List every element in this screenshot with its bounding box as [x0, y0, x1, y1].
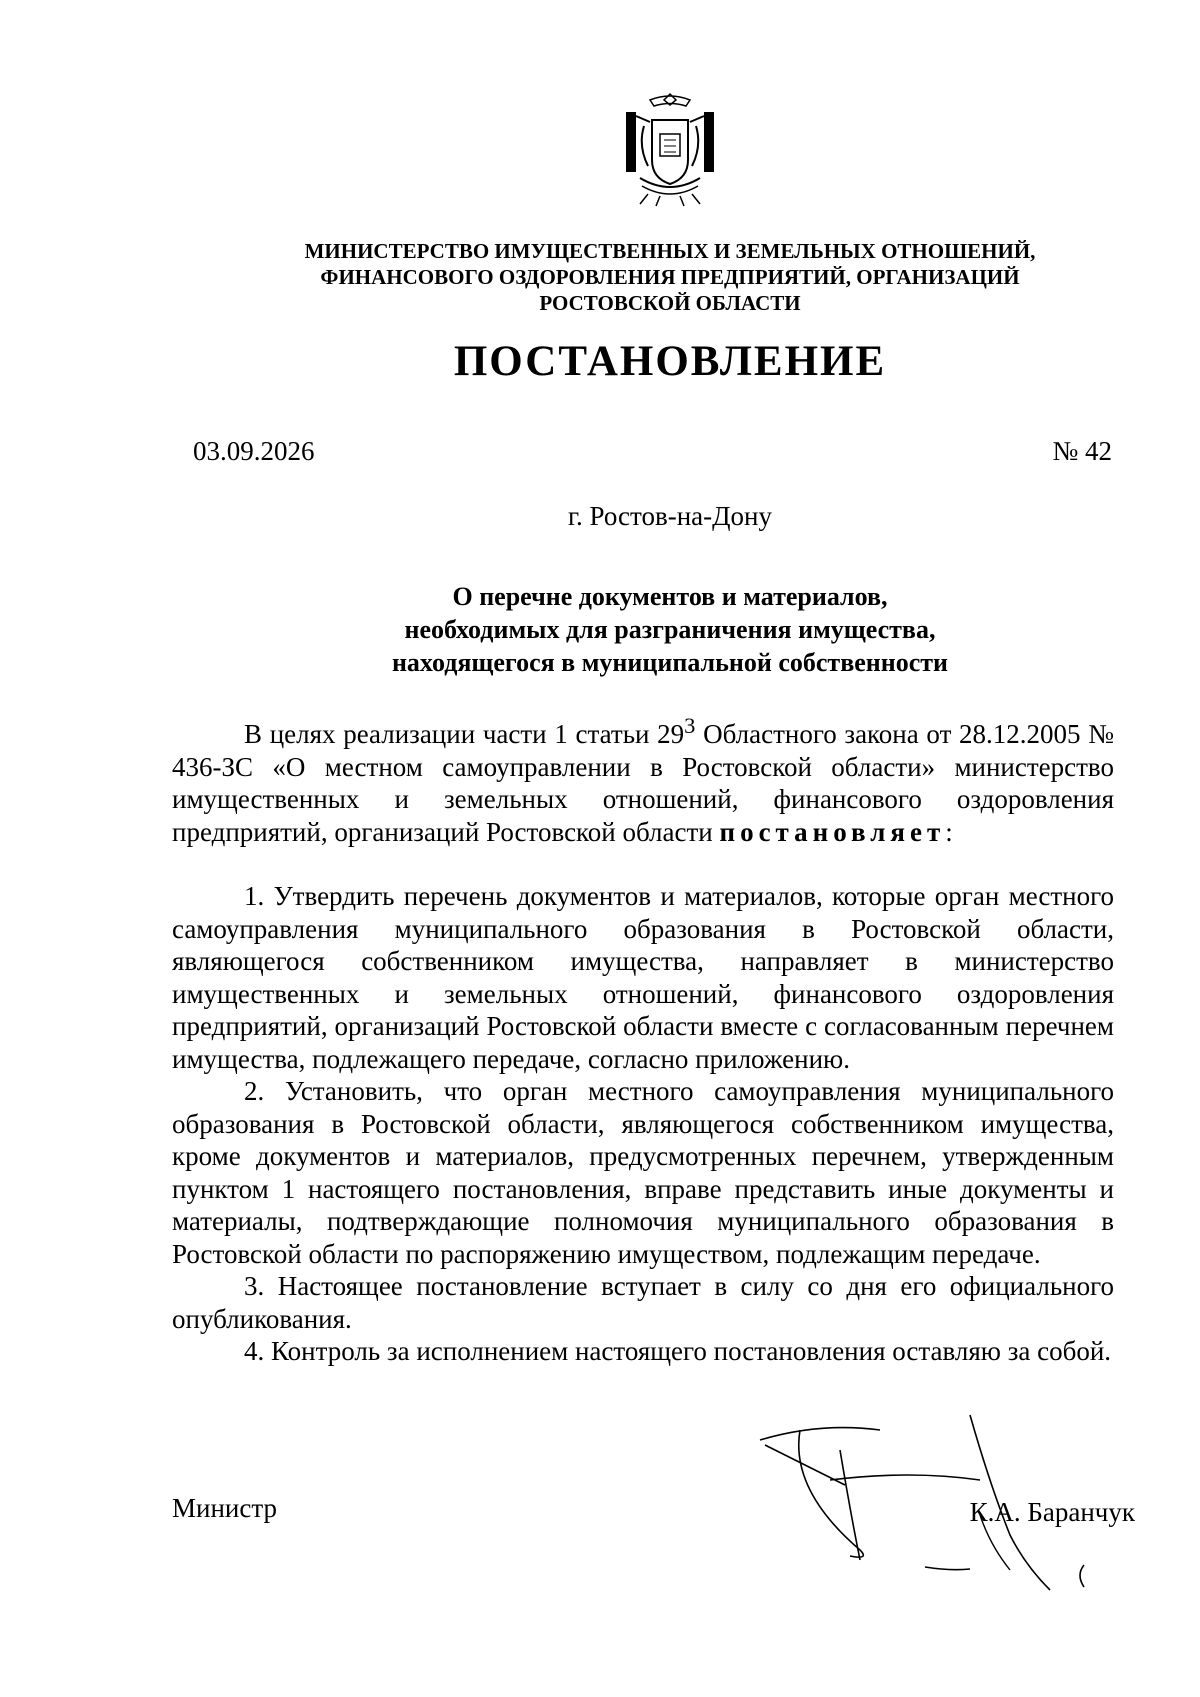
document-city: г. Ростов-на-Дону: [567, 501, 772, 531]
document-body: [172, 710, 1114, 1368]
clause-4: 4. Контроль за исполнением настоящего постановления оставляю за собой.: [244, 1336, 1112, 1366]
signatory-name: К.А. Баранчук: [969, 1497, 1135, 1527]
clause-3: 3. Настоящее постановление вступает в силу со дня его официального опубликования.: [172, 1271, 1114, 1334]
subject-line: О перечне документов и материалов,: [452, 582, 888, 611]
ministry-name: [240, 238, 1100, 316]
resolves-word: постановляет: [719, 816, 946, 847]
document-number: № 42: [1052, 436, 1112, 466]
signatory-position: Министр: [172, 1493, 277, 1523]
preamble-paragraph: [172, 710, 1114, 848]
document-type: ПОСТАНОВЛЕНИЕ: [453, 338, 887, 385]
document-date: 03.09.2026: [193, 436, 315, 466]
coat-of-arms-icon: [620, 90, 720, 210]
clause-1: 1. Утвердить перечень документов и материалов, которые орган местного самоуправления муниципального образования в Ростовской области, являющегося собственником имущества, направляет в министерство имущественных и земельных отношений, финансового оздоровления предприятий, организаций Ростовской области вместе с согласованным перечнем имущества, подлежащего передаче, согласно приложению.: [172, 881, 1114, 1074]
article-superscript: 3: [684, 713, 696, 738]
subject-line: необходимых для разграничения имущества,: [404, 615, 936, 644]
preamble-text-start: В целях реализации части 1 статьи 29: [244, 719, 685, 749]
ministry-line: МИНИСТЕРСТВО ИМУЩЕСТВЕННЫХ И ЗЕМЕЛЬНЫХ ОТНОШЕНИЙ,: [304, 239, 1036, 263]
document-subject: [240, 580, 1100, 679]
preamble-text-end: Областного закона от 28.12.2005 № 436-ЗС «О местном самоуправлении в Ростовской области» министерство имущественных и земельных отношений, финансового оздоровления предприятий, организаций Ростовской области: [172, 719, 1114, 847]
subject-line: находящегося в муниципальной собственности: [391, 648, 949, 677]
resolves-colon: :: [945, 816, 953, 847]
ministry-line: ФИНАНСОВОГО ОЗДОРОВЛЕНИЯ ПРЕДПРИЯТИЙ, ОРГАНИЗАЦИЙ: [320, 265, 1020, 289]
clause-2: 2. Установить, что орган местного самоуправления муниципального образования в Ростовской области, являющегося собственником имущества, кроме документов и материалов, предусмотренных перечнем, утвержденным пунктом 1 настоящего постановления, вправе представить иные документы и материалы, подтверждающие полномочия муниципального образования в Ростовской области по распоряжению имуществом, подлежащим передаче.: [172, 1076, 1114, 1269]
ministry-line: РОСТОВСКОЙ ОБЛАСТИ: [539, 291, 801, 315]
